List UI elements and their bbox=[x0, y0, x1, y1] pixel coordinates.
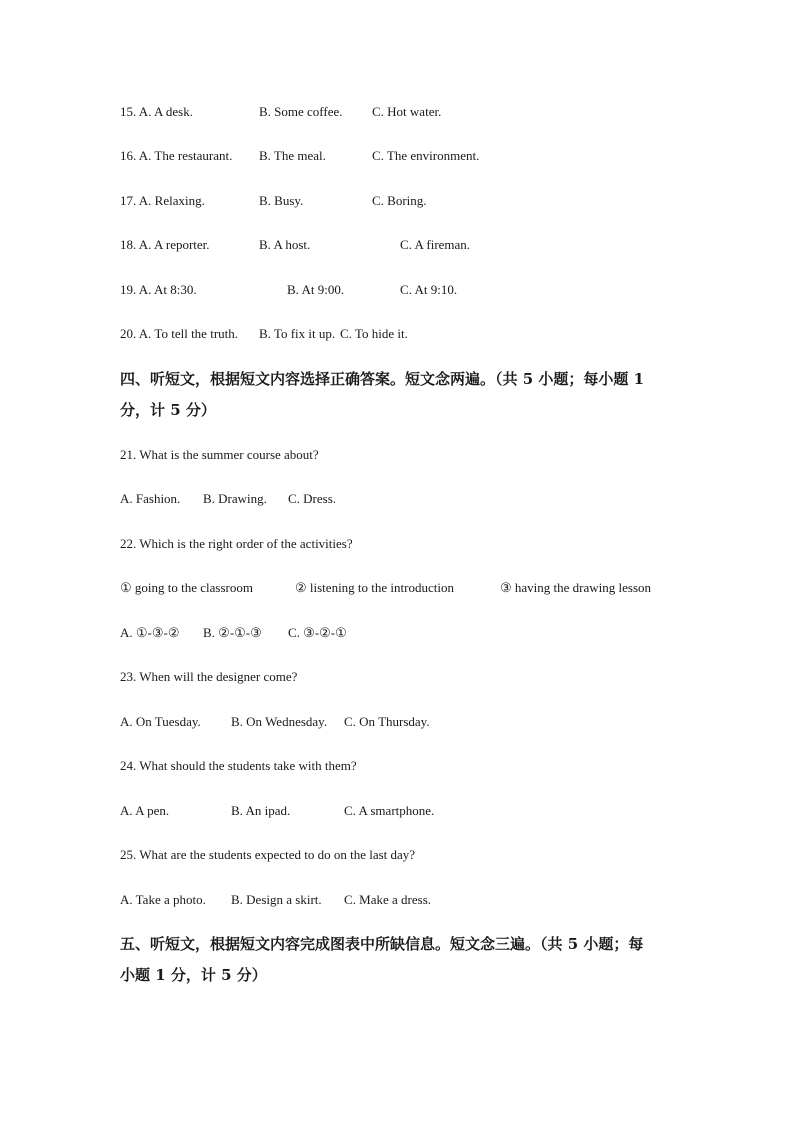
activity-item-3: ③ having the drawing lesson bbox=[500, 580, 652, 595]
q19-option-b: B. At 9:00. bbox=[287, 282, 345, 297]
q23-option-b: B. On Wednesday. bbox=[231, 714, 328, 729]
section-4-heading-line-2: 分，计 5 分） bbox=[120, 401, 216, 419]
q23-option-c: C. On Thursday. bbox=[344, 714, 430, 729]
activity-item-1: ① going to the classroom bbox=[120, 580, 253, 595]
question-21-text: 21. What is the summer course about? bbox=[120, 447, 319, 462]
section-4-heading-line-1: 四、听短文，根据短文内容选择正确答案。短文念两遍。（共 5 小题；每小题 1 bbox=[120, 370, 645, 388]
section-5-heading-line-1: 五、听短文，根据短文内容完成图表中所缺信息。短文念三遍。（共 5 小题；每 bbox=[120, 935, 644, 953]
q20-option-b: B. To fix it up. bbox=[259, 326, 336, 341]
q17-option-c: C. Boring. bbox=[372, 193, 427, 208]
question-24-text: 24. What should the students take with them? bbox=[120, 758, 357, 773]
q20-option-a: 20. A. To tell the truth. bbox=[120, 326, 239, 341]
q24-option-c: C. A smartphone. bbox=[344, 803, 435, 818]
q24-option-a: A. A pen. bbox=[120, 803, 170, 818]
q21-option-c: C. Dress. bbox=[288, 491, 337, 506]
q18-option-b: B. A host. bbox=[259, 237, 311, 252]
question-23-text: 23. When will the designer come? bbox=[120, 669, 298, 684]
question-25-text: 25. What are the students expected to do on the last day? bbox=[120, 847, 416, 862]
q17-option-a: 17. A. Relaxing. bbox=[120, 193, 205, 208]
q24-option-b: B. An ipad. bbox=[231, 803, 291, 818]
q25-option-a: A. Take a photo. bbox=[120, 892, 206, 907]
q21-option-a: A. Fashion. bbox=[120, 491, 181, 506]
section-5-heading-line-2: 小题 1 分，计 5 分） bbox=[120, 966, 267, 984]
q20-option-c: C. To hide it. bbox=[340, 326, 408, 341]
q25-option-b: B. Design a skirt. bbox=[231, 892, 322, 907]
q18-option-a: 18. A. A reporter. bbox=[120, 237, 210, 252]
q22-option-a: A. ①-③-② bbox=[120, 625, 180, 640]
q21-option-b: B. Drawing. bbox=[203, 491, 267, 506]
q16-option-b: B. The meal. bbox=[259, 148, 326, 163]
q18-option-c: C. A fireman. bbox=[400, 237, 471, 252]
q15-option-a: 15. A. A desk. bbox=[120, 104, 193, 119]
q22-option-b: B. ②-①-③ bbox=[203, 625, 262, 640]
section-5-heading bbox=[120, 929, 690, 991]
q16-option-a: 16. A. The restaurant. bbox=[120, 148, 233, 163]
q17-option-b: B. Busy. bbox=[259, 193, 304, 208]
q25-option-c: C. Make a dress. bbox=[344, 892, 432, 907]
question-22-text: 22. Which is the right order of the activities? bbox=[120, 536, 353, 551]
q22-option-c: C. ③-②-① bbox=[288, 625, 347, 640]
activity-item-2: ② listening to the introduction bbox=[295, 580, 454, 595]
q23-option-a: A. On Tuesday. bbox=[120, 714, 201, 729]
q19-option-a: 19. A. At 8:30. bbox=[120, 282, 197, 297]
q19-option-c: C. At 9:10. bbox=[400, 282, 458, 297]
section-4-heading bbox=[120, 364, 690, 426]
q16-option-c: C. The environment. bbox=[372, 148, 480, 163]
q15-option-b: B. Some coffee. bbox=[259, 104, 343, 119]
q15-option-c: C. Hot water. bbox=[372, 104, 442, 119]
